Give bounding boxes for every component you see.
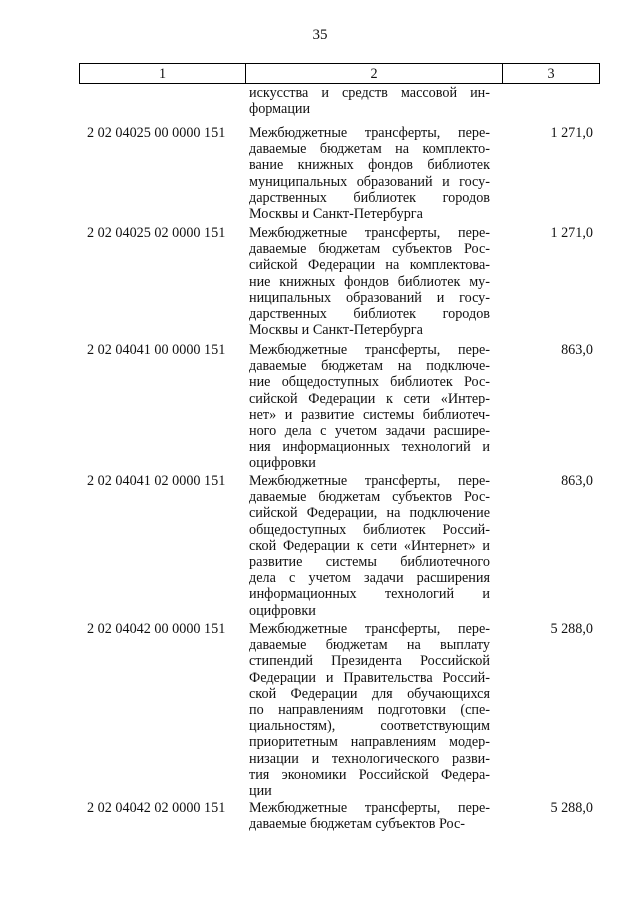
- description: Межбюджетные трансферты, пере- даваемые бюджетам субъектов Рос- сийской Федерации на комплектова- ние книжных фондов библиотек му- ниципальных образований и госу- дарственных библиотек городов Москвы и Санкт-Петербурга: [249, 225, 490, 339]
- amount: 1 271,0: [550, 125, 593, 141]
- table-header: [79, 63, 600, 84]
- table-row: [79, 800, 600, 832]
- header-col-1: 1: [80, 64, 246, 83]
- budget-code: 2 02 04041 00 0000 151: [87, 342, 226, 358]
- amount: 1 271,0: [550, 225, 593, 241]
- description: Межбюджетные трансферты, пере- даваемые бюджетам на подключе- ние общедоступных библиотек Рос- сийской Федерации к сети «Интер- нет» и развитие системы библиотеч- ного дела с учетом задачи расшире- ния информационных технологий и оцифровки: [249, 342, 490, 472]
- table-row: [79, 225, 600, 338]
- page-number: 35: [312, 27, 328, 43]
- table-row: [79, 342, 600, 472]
- budget-code: 2 02 04042 02 0000 151: [87, 800, 226, 816]
- header-col-3: 3: [547, 66, 555, 82]
- description: Межбюджетные трансферты, пере- даваемые бюджетам на комплекто- вание книжных фондов библиотек муниципальных образований и госу- дарственных библиотек городов Москвы и Санкт-Петербурга: [249, 125, 490, 223]
- amount: 5 288,0: [550, 800, 593, 816]
- table-row: [79, 125, 600, 222]
- table-row: [79, 473, 600, 619]
- continuation-row: [79, 85, 600, 117]
- table-row: [79, 621, 600, 799]
- description: Межбюджетные трансферты, пере- даваемые бюджетам субъектов Рос-: [249, 800, 490, 833]
- amount: 5 288,0: [550, 621, 593, 637]
- budget-code: 2 02 04041 02 0000 151: [87, 473, 226, 489]
- header-col-2: 2: [246, 64, 503, 83]
- description: Межбюджетные трансферты, пере- даваемые бюджетам на выплату стипендий Президента Российской Федерации и Правительства Россий- ской Федерации для обучающихся по направлениям подготовки (спе- циальностям), соответствующим приоритетным направлениям модер- низации и технологического разви- тия экономики Российской Федера- ции: [249, 621, 490, 800]
- amount: 863,0: [561, 342, 593, 358]
- continuation-text: искусства и средств массовой ин- формации: [249, 85, 490, 118]
- amount: 863,0: [561, 473, 593, 489]
- budget-code: 2 02 04042 00 0000 151: [87, 621, 226, 637]
- budget-code: 2 02 04025 02 0000 151: [87, 225, 226, 241]
- budget-code: 2 02 04025 00 0000 151: [87, 125, 226, 141]
- description: Межбюджетные трансферты, пере- даваемые бюджетам субъектов Рос- сийской Федерации, на подключение общедоступных библиотек Россий- ской Федерации к сети «Интернет» и развитие системы библиотечного дела с учетом задачи расширения информационных технологий и оцифровки: [249, 473, 490, 619]
